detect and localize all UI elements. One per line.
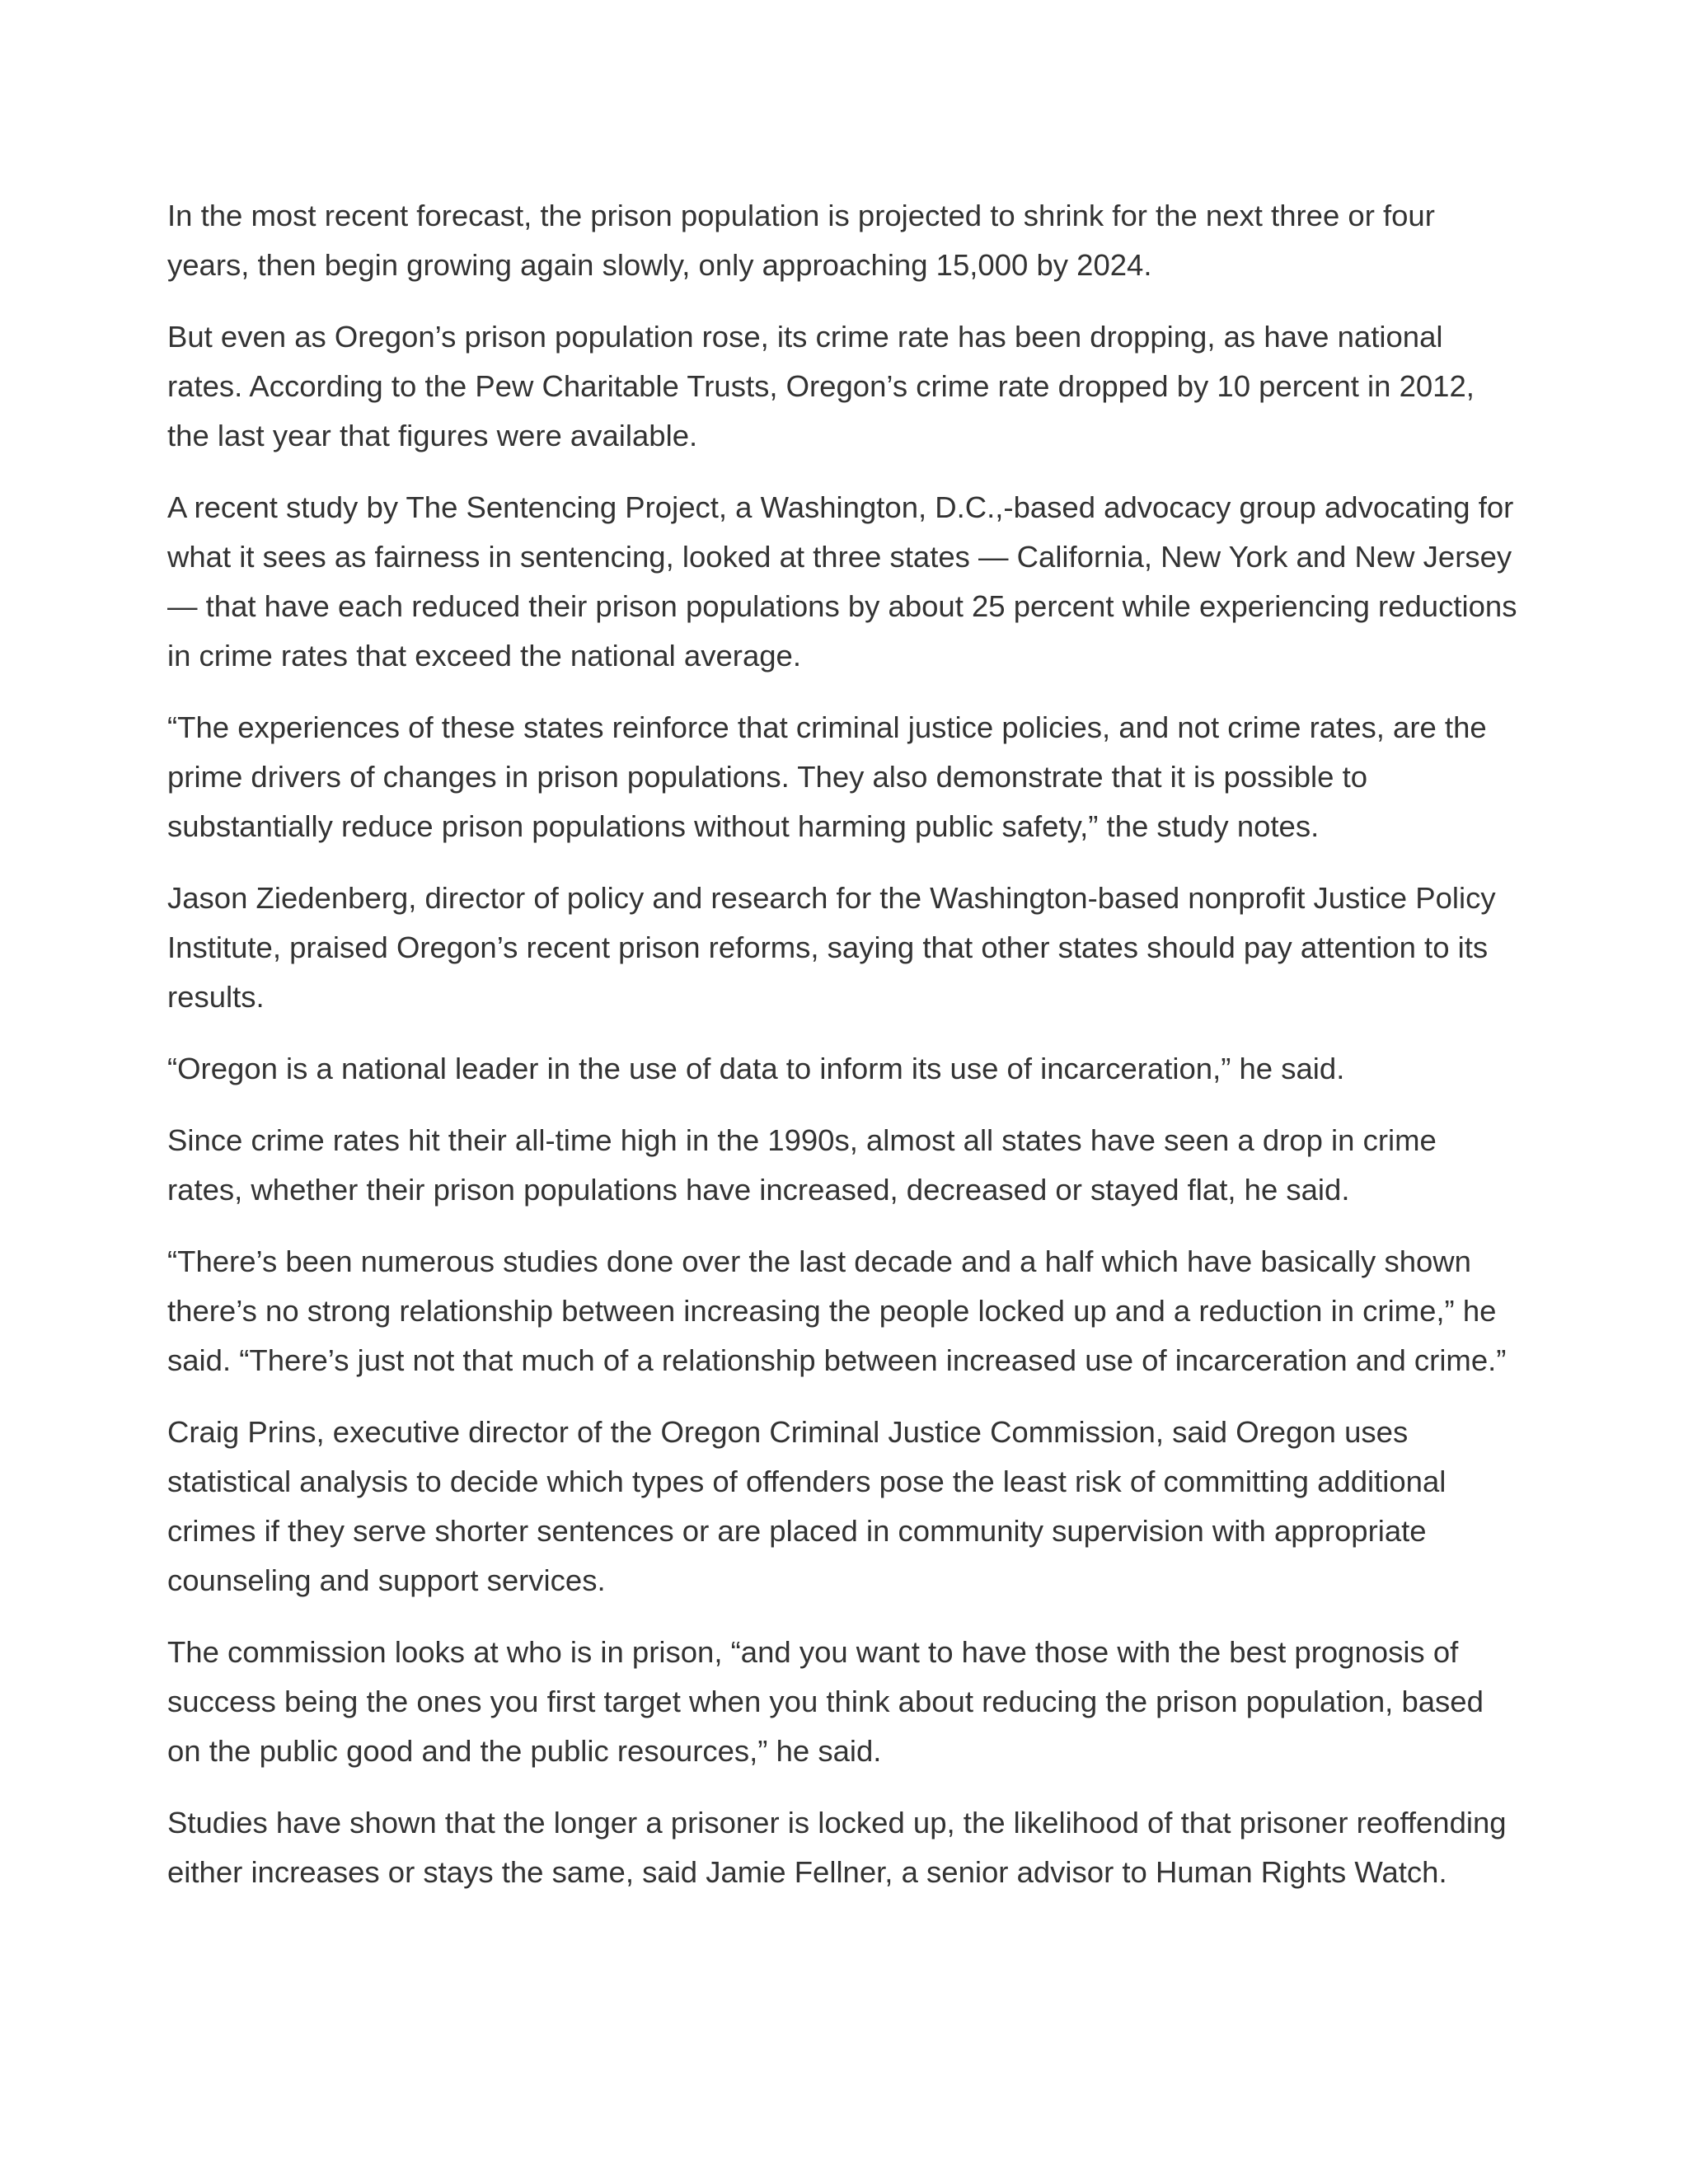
- paragraph-4: “The experiences of these states reinforce that criminal justice policies, and not crime rates, are the prime drivers of changes in prison populations. They also demonstrate that it is possible to substantially reduce prison populations without harming public safety,” the study notes.: [167, 710, 1487, 843]
- paragraph-6: “Oregon is a national leader in the use of data to inform its use of incarceration,” he said.: [167, 1052, 1345, 1085]
- paragraph-2: But even as Oregon’s prison population rose, its crime rate has been dropping, as have national rates. According to the Pew Charitable Trusts, Oregon’s crime rate dropped by 10 percent in 2012, the last year that figures were available.: [167, 320, 1475, 452]
- article-body: [167, 191, 1519, 1919]
- paragraph-10: The commission looks at who is in prison, “and you want to have those with the best prognosis of success being the ones you first target when you think about reducing the prison population, based on the public good and the public resources,” he said.: [167, 1635, 1484, 1768]
- paragraph-1: In the most recent forecast, the prison population is projected to shrink for the next three or four years, then begin growing again slowly, only approaching 15,000 by 2024.: [167, 199, 1435, 282]
- paragraph-3: A recent study by The Sentencing Project, a Washington, D.C.,-based advocacy group advocating for what it sees as fairness in sentencing, looked at three states — California, New York and New Jersey — that have each reduced their prison populations by about 25 percent while experiencing reductions in crime rates that exceed the national average.: [167, 490, 1517, 673]
- paragraph-11: Studies have shown that the longer a prisoner is locked up, the likelihood of that prisoner reoffending either increases or stays the same, said Jamie Fellner, a senior advisor to Human Rights Watch.: [167, 1806, 1507, 1889]
- paragraph-5: Jason Ziedenberg, director of policy and research for the Washington-based nonprofit Justice Policy Institute, praised Oregon’s recent prison reforms, saying that other states should pay attention to its results.: [167, 881, 1496, 1014]
- paragraph-9: Craig Prins, executive director of the Oregon Criminal Justice Commission, said Oregon uses statistical analysis to decide which types of offenders pose the least risk of committing additional crimes if they serve shorter sentences or are placed in community supervision with appropriate counseling and support services.: [167, 1415, 1447, 1597]
- paragraph-8: “There’s been numerous studies done over the last decade and a half which have basically shown there’s no strong relationship between increasing the people locked up and a reduction in crime,” he said. “There’s just not that much of a relationship between increased use of incarceration and crime.”: [167, 1244, 1507, 1377]
- paragraph-7: Since crime rates hit their all-time high in the 1990s, almost all states have seen a drop in crime rates, whether their prison populations have increased, decreased or stayed flat, he said.: [167, 1123, 1437, 1207]
